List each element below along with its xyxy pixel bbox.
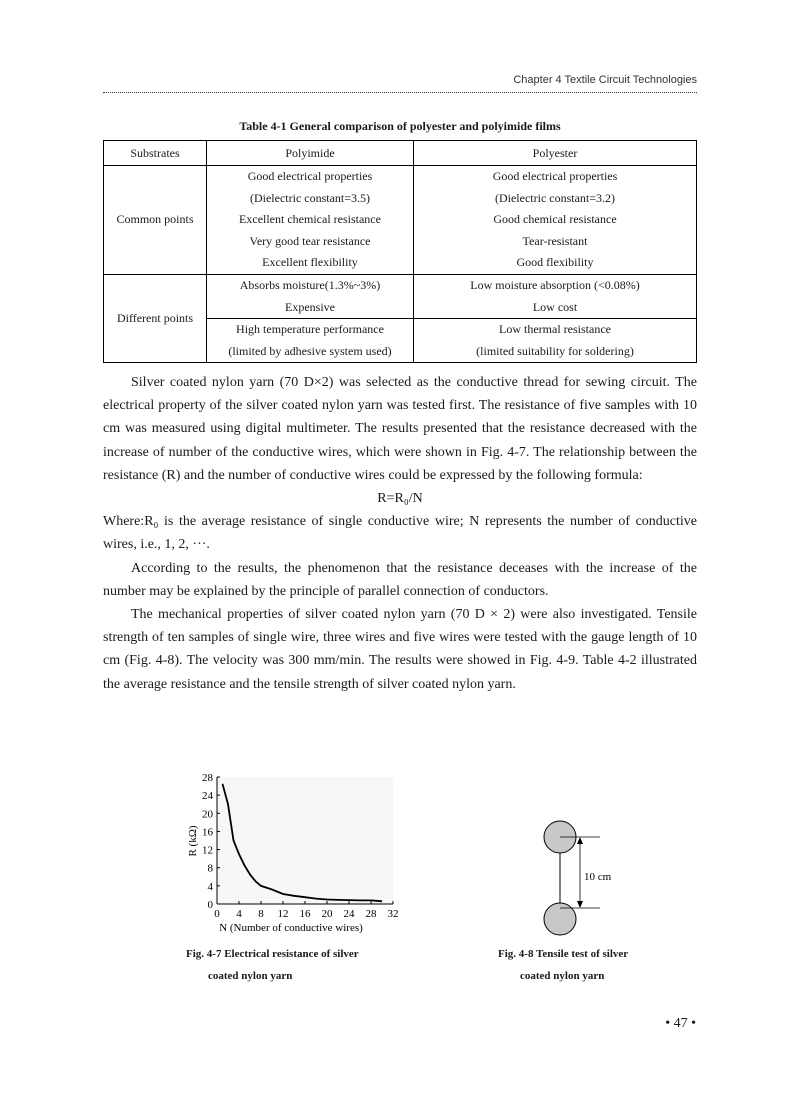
table-cell-line: Good flexibility — [516, 255, 594, 270]
page-number: • 47 • — [665, 1016, 696, 1031]
formula: R=R₀/N — [377, 491, 423, 507]
x-tick-label: 16 — [299, 908, 311, 920]
paragraph: According to the results, the phenomenon that the resistance deceases with the increase of the number may be explained by the principle of parallel connection of conductors. — [103, 560, 697, 599]
table-header-polyimide: Polyimide — [207, 141, 414, 166]
y-tick-label: 16 — [202, 826, 213, 839]
table-cell-line: Expensive — [285, 299, 335, 314]
row-label-common: Common points — [104, 166, 207, 275]
different-polyimide-cell — [207, 319, 414, 363]
common-polyester-cell — [414, 166, 697, 275]
x-axis-label: N (Number of conductive wires) — [219, 922, 363, 934]
table-header-row — [104, 141, 697, 166]
table-cell-line: (Dielectric constant=3.5) — [249, 190, 371, 205]
table-cell-line: High temperature performance — [236, 322, 384, 337]
resistance-chart — [180, 770, 402, 940]
table-row — [104, 274, 697, 318]
paragraph: The mechanical properties of silver coated nylon yarn (70 D × 2) were also investigated. Tensile strength of ten samples of single wire, three wires and five wires were tested with the gauge length of 10 cm (Fig. 4-8). The velocity was 300 mm/min. The results were showed in Fig. 4-9. Table 4-2 illustrated the average resistance and the tensile strength of silver coated nylon yarn. — [103, 607, 697, 692]
x-tick-label: 20 — [321, 908, 333, 920]
y-tick-label: 12 — [202, 844, 213, 857]
figure-4-8-caption — [498, 943, 628, 987]
table-cell-line: Excellent chemical resistance — [239, 212, 381, 227]
caption-line: Fig. 4-7 Electrical resistance of silver — [186, 948, 359, 960]
table-cell-line: Good electrical properties — [492, 169, 618, 183]
table-cell-line: Low thermal resistance — [499, 322, 611, 337]
table-cell-line: Excellent flexibility — [262, 255, 358, 270]
paragraph: Where:R₀ is the average resistance of single conductive wire; N represents the number of conductive wires, i.e., 1, 2, ···. — [103, 514, 697, 553]
y-tick-label: 8 — [207, 862, 213, 875]
x-tick-label: 32 — [387, 908, 399, 920]
arrow-head-down-icon — [577, 901, 583, 908]
x-tick-label: 8 — [258, 908, 264, 920]
x-tick-label: 0 — [214, 908, 220, 920]
tensile-test-diagram — [540, 818, 630, 943]
x-tick-label: 12 — [277, 908, 289, 920]
paragraph: Silver coated nylon yarn (70 D×2) was selected as the conductive thread for sewing circuit. The electrical property of the silver coated nylon yarn was tested first. The resistance of five samples with 10 cm was measured using digital multimeter. The results presented that the resistance decreased with the increase of number of the conductive wires, which were shown in Fig. 4-7. The relationship between the resistance (R) and the number of conductive wires could be expressed by the following formula: — [103, 375, 697, 483]
gauge-length-label: 10 cm — [584, 871, 612, 883]
header-divider — [103, 92, 697, 93]
table-caption: Table 4-1 General comparison of polyester and polyimide films — [239, 119, 561, 133]
table-header-polyester: Polyester — [414, 141, 697, 166]
y-tick-label: 24 — [202, 790, 213, 803]
x-tick-label: 4 — [236, 908, 242, 920]
table-cell-line: (Dielectric constant=3.2) — [494, 190, 616, 205]
y-axis-label: R (kΩ) — [187, 825, 199, 857]
body-text — [103, 371, 697, 696]
table-row — [104, 166, 697, 275]
running-header: Chapter 4 Textile Circuit Technologies — [513, 74, 697, 86]
table-cell-line: (limited suitability for soldering) — [476, 343, 634, 358]
caption-line: coated nylon yarn — [520, 970, 605, 982]
y-tick-label: 28 — [202, 772, 213, 784]
plot-background — [217, 777, 393, 904]
x-tick-label: 28 — [365, 908, 377, 920]
table-cell-line: Absorbs moisture(1.3%~3%) — [239, 277, 381, 292]
table-header-substrates: Substrates — [104, 141, 207, 166]
table-cell-line: Low cost — [532, 299, 578, 314]
y-tick-label: 0 — [207, 899, 213, 911]
caption-line: coated nylon yarn — [208, 970, 293, 982]
common-polyimide-cell — [207, 166, 414, 275]
y-tick-label: 4 — [207, 880, 213, 893]
figure-4-7-caption — [186, 943, 359, 987]
table-cell-line: Good chemical resistance — [493, 212, 617, 227]
row-label-different: Different points — [104, 274, 207, 362]
table-cell-line: Tear-resistant — [522, 233, 588, 248]
table-cell-line: Very good tear resistance — [249, 233, 371, 248]
x-tick-label: 24 — [343, 908, 355, 920]
comparison-table — [103, 140, 697, 363]
different-polyester-cell — [414, 274, 697, 318]
caption-line: Fig. 4-8 Tensile test of silver — [498, 948, 629, 960]
different-polyimide-cell — [207, 274, 414, 318]
arrow-head-up-icon — [577, 837, 583, 844]
y-tick-label: 20 — [202, 808, 213, 821]
different-polyester-cell — [414, 319, 697, 363]
table-cell-line: (limited by adhesive system used) — [228, 343, 392, 358]
table-cell-line: Good electrical properties — [247, 169, 373, 183]
table-cell-line: Low moisture absorption (<0.08%) — [470, 277, 640, 292]
